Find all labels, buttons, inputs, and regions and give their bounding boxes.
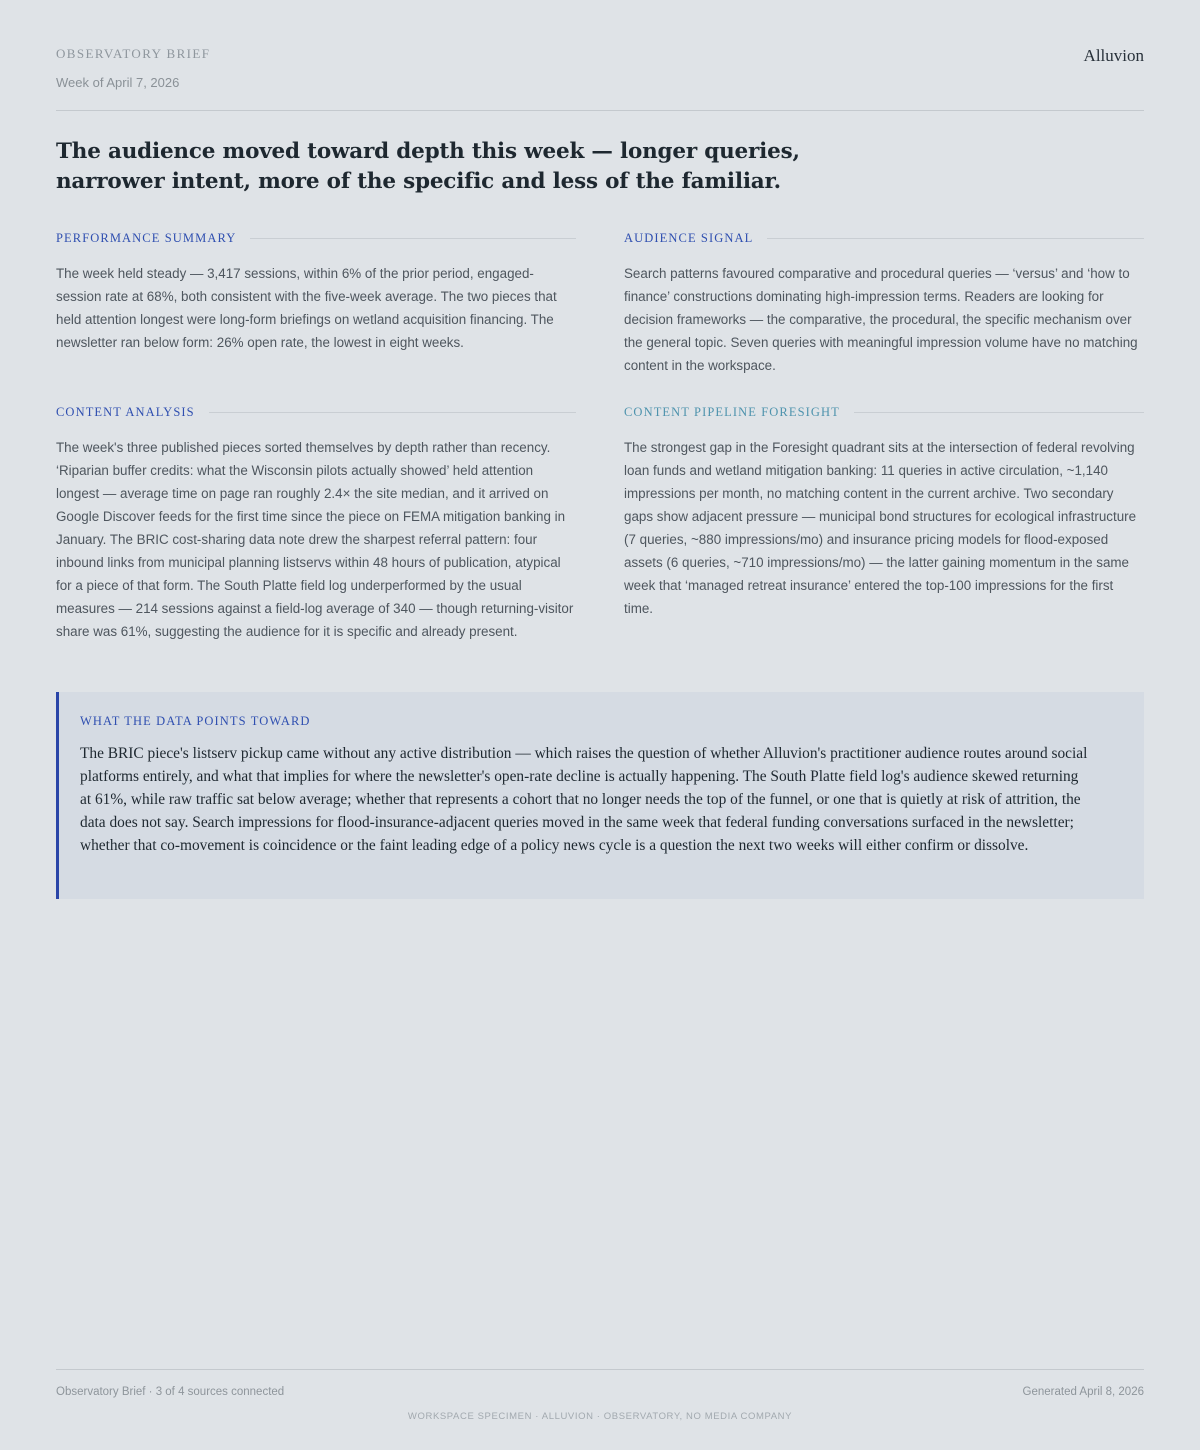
section-content-analysis: [56, 405, 576, 643]
data-callout: [56, 692, 1144, 899]
section-body: The week held steady — 3,417 sessions, within 6% of the prior period, engaged-session rate at 68%, both consistent with the five-week average. The two pieces that held attention longest were long-form briefings on wetland acquisition financing. The newsletter ran below form: 26% open rate, the lowest in eight weeks.: [56, 266, 557, 350]
section-audience-signal: [624, 231, 1144, 377]
section-performance-summary: [56, 231, 576, 354]
footer-divider: [56, 1369, 1144, 1370]
brief-date: Week of April 7, 2026: [56, 75, 180, 90]
section-body: The week's three published pieces sorted themselves by depth rather than recency. ‘Riparian buffer credits: what the Wisconsin pilots actually showed’ held attention longest — average time on page ran roughly 2.4× the site median, and it arrived on Google Discover feeds for the first time since the piece on FEMA mitigation banking in January. The BRIC cost-sharing data note drew the sharpest referral pattern: four inbound links from municipal planning listservs within 48 hours of publication, atypical for a piece of that form. The South Platte field log underperformed by the usual measures — 214 sessions against a field-log average of 340 — though returning-visitor share was 61%, suggesting the audience for it is specific and already present.: [56, 440, 574, 639]
footer-specimen-note: WORKSPACE SPECIMEN · ALLUVION · OBSERVATORY, NO MEDIA COMPANY: [407, 1411, 793, 1422]
footer-sources: Observatory Brief · 3 of 4 sources connected: [56, 1386, 285, 1398]
footer-generated-date: Generated April 8, 2026: [1022, 1386, 1144, 1398]
brief-page: [56, 0, 1144, 1450]
brief-eyebrow: OBSERVATORY BRIEF: [56, 46, 211, 61]
section-title: CONTENT ANALYSIS: [56, 405, 209, 419]
callout-title: WHAT THE DATA POINTS TOWARD: [80, 714, 311, 728]
brand-name: Alluvion: [1083, 46, 1144, 65]
section-content-pipeline-foresight: [624, 405, 1144, 620]
brief-header: [56, 44, 1144, 110]
page-headline: The audience moved toward depth this week — longer queries, narrower intent, more of the specific and less of the familiar.: [56, 139, 800, 194]
header-divider: [56, 110, 1144, 111]
callout-body: The BRIC piece's listserv pickup came without any active distribution — which raises the question of whether Alluvion's practitioner audience routes around social platforms entirely, and what that implies for where the newsletter's open-rate decline is actually happening. The South Platte field log's audience skewed returning at 61%, while raw traffic sat below average; whether that represents a cohort that no longer needs the top of the funnel, or one that is quietly at risk of attrition, the data does not say. Search impressions for flood-insurance-adjacent queries moved in the same week that federal funding conversations surfaced in the newsletter; whether that co-movement is coincidence or the faint leading edge of a policy news cycle is a question the next two weeks will either confirm or dissolve.: [80, 745, 1088, 854]
section-body: The strongest gap in the Foresight quadrant sits at the intersection of federal revolving loan funds and wetland mitigation banking: 11 queries in active circulation, ~1,140 impressions per month, no matching content in the current archive. Two secondary gaps show adjacent pressure — municipal bond structures for ecological infrastructure (7 queries, ~880 impressions/mo) and insurance pricing models for flood-exposed assets (6 queries, ~710 impressions/mo) — the latter gaining momentum in the same week that ‘managed retreat insurance’ entered the top-100 impressions for the first time.: [624, 440, 1137, 616]
section-title: PERFORMANCE SUMMARY: [56, 231, 250, 245]
section-title: CONTENT PIPELINE FORESIGHT: [624, 405, 854, 419]
section-body: Search patterns favoured comparative and procedural queries — ‘versus’ and ‘how to finance’ constructions dominating high-impression terms. Readers are looking for decision frameworks — the comparative, the procedural, the specific mechanism over the general topic. Seven queries with meaningful impression volume have no matching content in the workspace.: [624, 266, 1138, 373]
section-title: AUDIENCE SIGNAL: [624, 231, 767, 245]
